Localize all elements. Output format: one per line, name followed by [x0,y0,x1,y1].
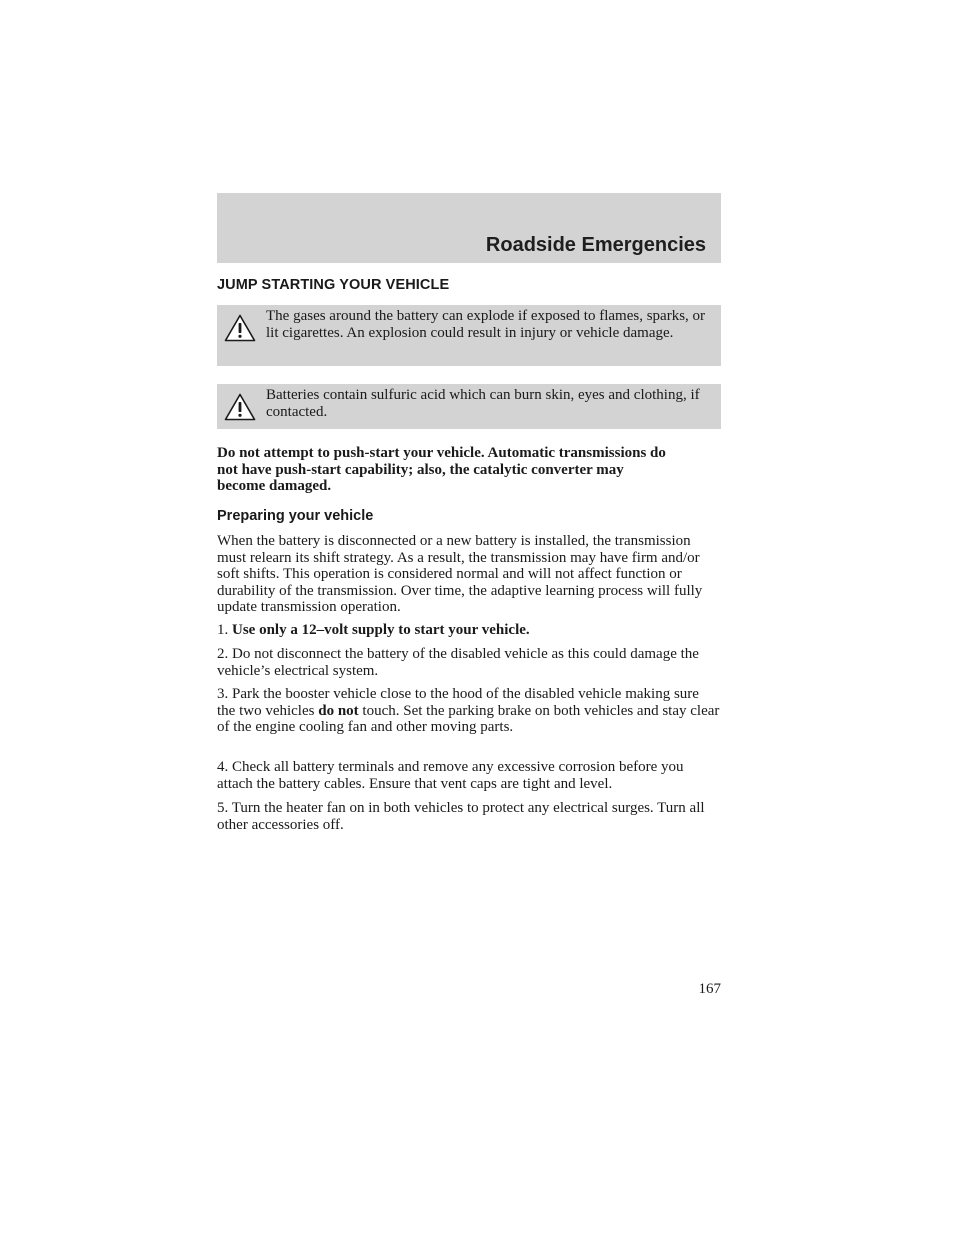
step-4: 4. Check all battery terminals and remove any excessive corrosion before you attach the battery cables. Ensure that vent caps are tight and level. [217,759,684,792]
step-1-number: 1. [217,622,229,638]
push-start-notice: Do not attempt to push-start your vehicle. Automatic transmissions do not have push-start capability; also, the catalytic converter may become damaged. [217,445,666,494]
warning-box-acid [217,384,721,429]
warning-text: The gases around the battery can explode if exposed to flames, sparks, or lit cigarettes. An explosion could result in injury or vehicle damage. [266,308,706,341]
header-band [217,193,721,263]
warning-triangle-icon [224,314,256,342]
step-3-emphasis: do not [318,702,359,719]
page-number: 167 [698,981,721,997]
intro-paragraph: When the battery is disconnected or a new battery is installed, the transmission must relearn its shift strategy. As a result, the transmission may have firm and/or soft shifts. This operation is considered normal and will not affect function or durability of the transmission. Over time, the adaptive learning process will fully update transmission operation. [217,533,703,615]
step-5: 5. Turn the heater fan on in both vehicles to protect any electrical surges. Turn all other accessories off. [217,800,705,833]
step-3 [217,686,721,736]
warning-box-explosion [217,305,721,366]
subsection-title: Preparing your vehicle [217,508,374,524]
step-1 [217,622,721,639]
step-3-text-b: touch. Set the parking brake on both vehicles and stay clear of the engine cooling fan and other moving parts. [217,702,720,735]
warning-text: Batteries contain sulfuric acid which can burn skin, eyes and clothing, if contacted. [266,387,700,420]
warning-triangle-icon [224,393,256,421]
step-2: 2. Do not disconnect the battery of the disabled vehicle as this could damage the vehicle’s electrical system. [217,646,699,679]
section-title: JUMP STARTING YOUR VEHICLE [217,277,450,293]
step-3-text-a: 3. Park the booster vehicle close to the hood of the disabled vehicle making sure the two vehicles [217,686,699,719]
step-1-text: Use only a 12–volt supply to start your vehicle. [232,622,530,638]
page-header-title: Roadside Emergencies [485,234,706,256]
